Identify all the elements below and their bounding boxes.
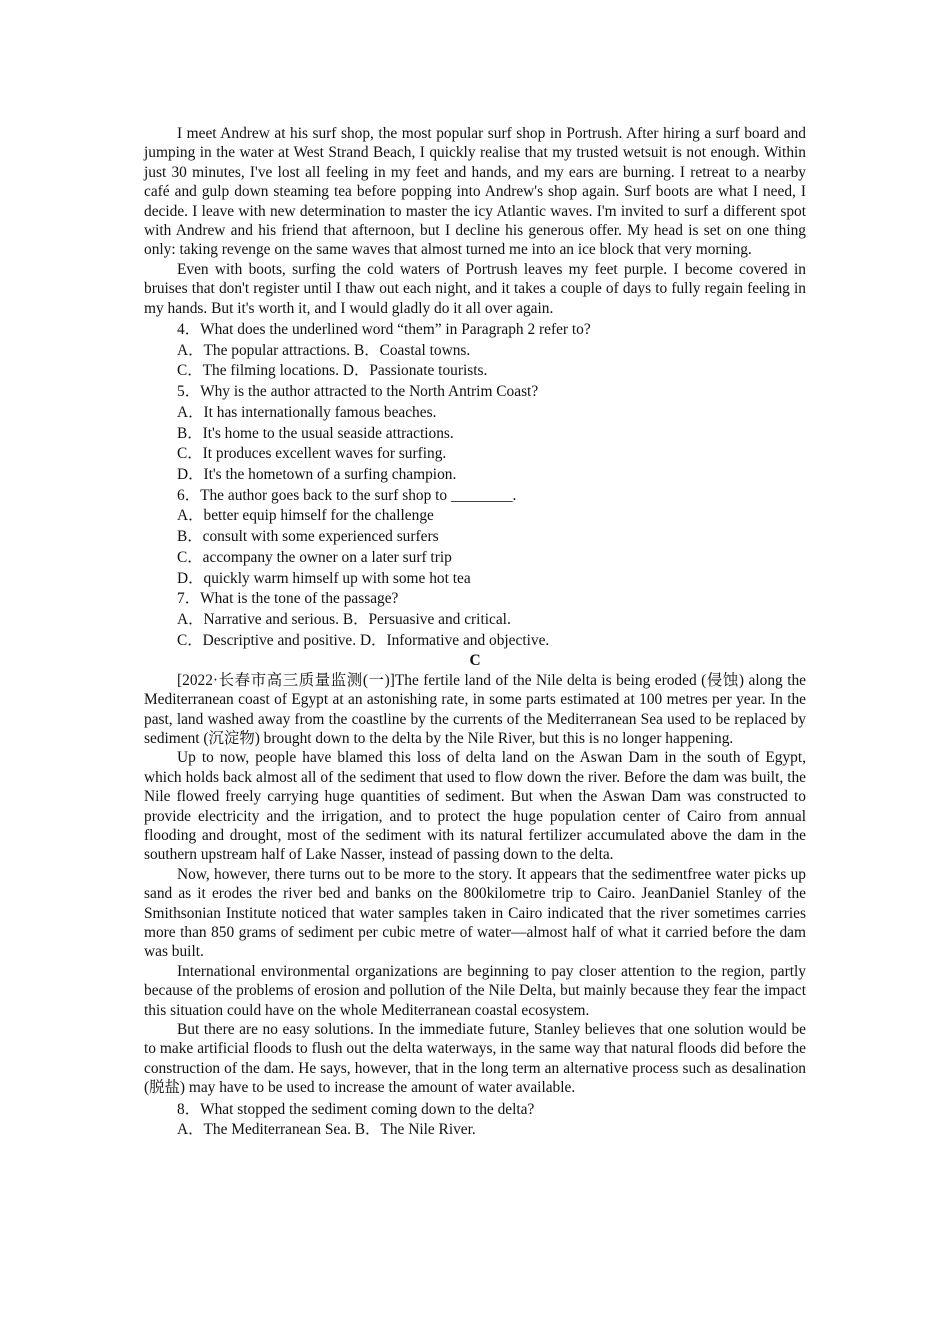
document-page xyxy=(144,124,806,1141)
passage-b-paragraph-1: I meet Andrew at his surf shop, the most popular surf shop in Portrush. After hiring a surf board and jumping in the water at West Strand Beach, I quickly realise that my trusted wetsuit is not enough. Within just 30 minutes, I've lost all feeling in my feet and hands, and my ears are burning. I retreat to a nearby café and gulp down steaming tea before popping into Andrew's shop again. Surf boots are what I need, I decide. I leave with new determination to master the icy Atlantic waves. I'm invited to surf a different spot with Andrew and his friend that afternoon, but I decline his generous offer. My head is set on one thing only: taking revenge on the same waves that almost turned me into an ice block that very morning. xyxy=(144,125,806,259)
question-7-options-ab: A．Narrative and serious. B．Persuasive and critical. xyxy=(177,610,511,628)
passage-b-paragraph-2: Even with boots, surfing the cold waters of Portrush leaves my feet purple. I become covered in bruises that don't register until I thaw out each night, and it takes a couple of days to fully regain feeling in my hands. But it's worth it, and I would gladly do it all over again. xyxy=(144,260,806,317)
question-5-option-c: C．It produces excellent waves for surfing. xyxy=(177,445,447,463)
passage-c-paragraph-1: [2022·长春市高三质量监测(一)]The fertile land of the Nile delta is being eroded (侵蚀) along the Mediterranean coast of Egypt at an astonishing rate, in some parts estimated at 100 metres per year. In the past, land washed away from the coastline by the currents of the Mediterranean Sea used to be replaced by sediment (沉淀物) brought down to the delta by the Nile River, but this is no longer happening. xyxy=(144,671,806,747)
question-6-option-d: D．quickly warm himself up with some hot tea xyxy=(177,569,471,587)
question-4-options-ab: A．The popular attractions. B．Coastal towns. xyxy=(177,341,471,359)
question-7-options-cd: C．Descriptive and positive. D．Informative and objective. xyxy=(177,631,550,649)
section-c-heading: C xyxy=(469,652,481,670)
question-6-option-c: C．accompany the owner on a later surf trip xyxy=(177,548,452,566)
passage-c-paragraph-3: Now, however, there turns out to be more to the story. It appears that the sedimentfree water picks up sand as it erodes the river bed and banks on the 800kilometre trip to Cairo. JeanDaniel Stanley of the Smithsonian Institute noticed that water samples taken in Cairo indicated that the river sometimes carries more than 850 grams of sediment per cubic metre of water—almost half of what it carried before the dam was built. xyxy=(144,865,806,961)
passage-c-paragraph-4: International environmental organizations are beginning to pay closer attention to the region, partly because of the problems of erosion and pollution of the Nile Delta, but mainly because they fear the impact this situation could have on the whole Mediterranean coastal ecosystem. xyxy=(144,962,806,1019)
passage-c-paragraph-2: Up to now, people have blamed this loss of delta land on the Aswan Dam in the south of Egypt, which holds back almost all of the sediment that used to flow down the river. Before the dam was built, the Nile flowed freely carrying huge quantities of sediment. But when the Aswan Dam was constructed to provide electricity and the irrigation, and to protect the huge population center of Cairo from annual flooding and drought, most of the sediment with its natural fertilizer accumulated above the dam in the southern upstream half of Lake Nasser, instead of passing down to the delta. xyxy=(144,749,806,864)
question-6-option-b: B．consult with some experienced surfers xyxy=(177,528,439,546)
question-5-stem: 5．Why is the author attracted to the North Antrim Coast? xyxy=(177,383,539,401)
question-7-stem: 7．What is the tone of the passage? xyxy=(177,590,399,608)
question-6-option-a: A．better equip himself for the challenge xyxy=(177,507,434,525)
question-5-option-b: B．It's home to the usual seaside attractions. xyxy=(177,424,454,442)
question-8-options-ab: A．The Mediterranean Sea. B．The Nile River. xyxy=(177,1121,476,1139)
question-5-option-a: A．It has internationally famous beaches. xyxy=(177,403,437,421)
question-4-options-cd: C．The filming locations. D．Passionate tourists. xyxy=(177,362,488,380)
question-4-stem: 4．What does the underlined word “them” in Paragraph 2 refer to? xyxy=(177,321,591,339)
question-5-option-d: D．It's the hometown of a surfing champion. xyxy=(177,465,457,483)
question-8-stem: 8．What stopped the sediment coming down to the delta? xyxy=(177,1100,535,1118)
question-6-stem: 6．The author goes back to the surf shop to ________. xyxy=(177,486,517,504)
passage-c-paragraph-5: But there are no easy solutions. In the immediate future, Stanley believes that one solution would be to make artificial floods to flush out the delta waterways, in the same way that natural floods did before the construction of the dam. He says, however, that in the long term an alternative process such as desalination (脱盐) may have to be used to increase the amount of water available. xyxy=(144,1021,806,1097)
